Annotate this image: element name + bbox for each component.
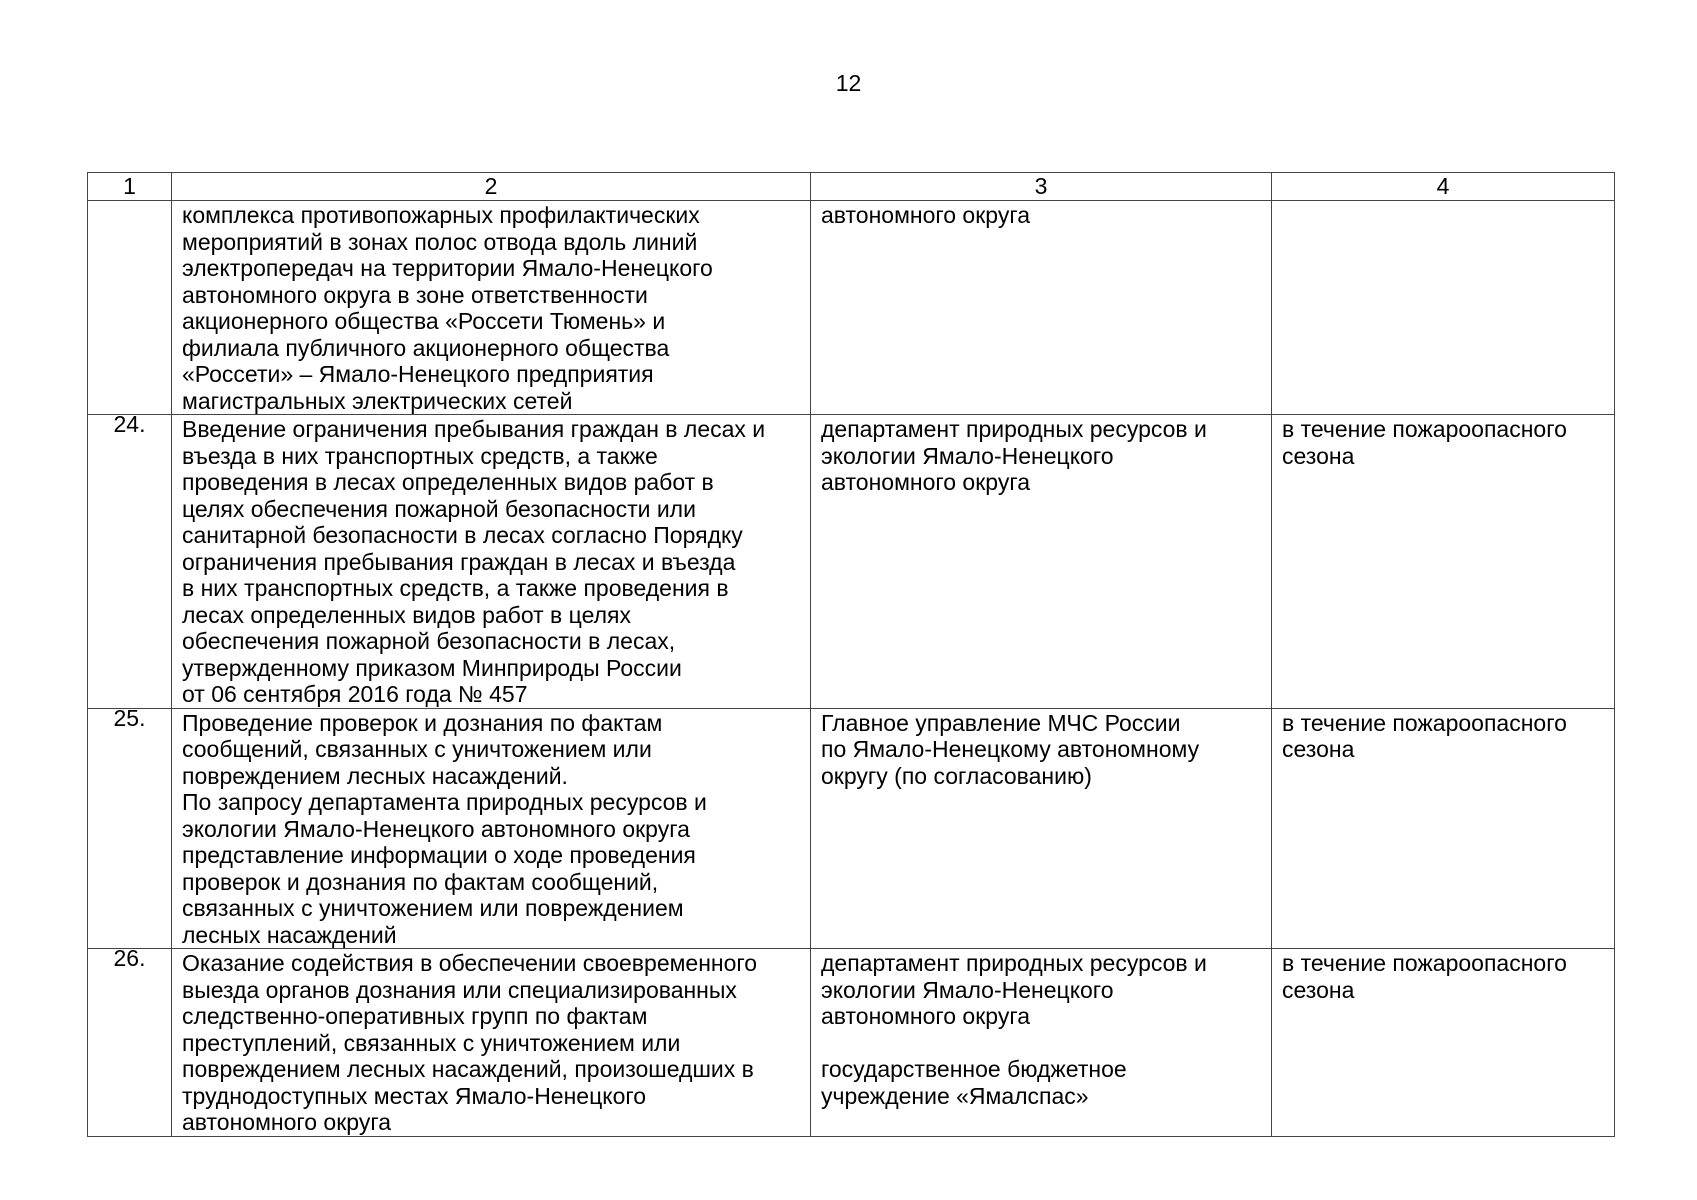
measures-table: [87, 172, 1615, 1137]
row-number-cell: [88, 704, 172, 949]
row-number: 26.: [113, 945, 146, 971]
table-header-row: [88, 173, 1615, 201]
deadline-cell: [1272, 201, 1615, 415]
table-row: [88, 415, 1615, 709]
responsible-cell: Главное управление МЧС России по Ямало-Ненецкому автономному округу (по согласованию): [811, 708, 1272, 949]
table-row: [88, 949, 1615, 1137]
measure-cell: Оказание содействия в обеспечении своевременного выезда органов дознания или специализированных следственно-оперативных групп по фактам преступлений, связанных с уничтожением или повреждением лесных насаждений, произошедших в труднодоступных местах Ямало-Ненецкого автономного округа: [172, 949, 811, 1137]
page-number: 12: [835, 70, 862, 96]
row-number-cell: [88, 945, 172, 1137]
measure-cell: комплекса противопожарных профилактических мероприятий в зонах полос отвода вдоль линий электропередач на территории Ямало-Ненецкого автономного округа в зоне ответственности акционерного общества «Россети Тюмень» и филиала публичного акционерного общества «Россети» – Ямало-Ненецкого предприятия магистральных электрических сетей: [172, 201, 811, 415]
table-row: [88, 201, 1615, 415]
header-col-2: 2: [172, 173, 811, 201]
row-number-cell: [88, 411, 172, 709]
deadline-cell: в течение пожароопасного сезона: [1272, 415, 1615, 709]
table-row: [88, 708, 1615, 949]
row-number: 24.: [113, 411, 146, 437]
deadline-cell: в течение пожароопасного сезона: [1272, 708, 1615, 949]
row-number: 25.: [113, 704, 146, 731]
responsible-cell: департамент природных ресурсов и экологии Ямало-Ненецкого автономного округа: [811, 415, 1272, 709]
header-col-3: 3: [811, 173, 1272, 201]
measure-cell: Введение ограничения пребывания граждан в лесах и въезда в них транспортных средств, а также проведения в лесах определенных видов работ в целях обеспечения пожарной безопасности или санитарной безопасности в лесах согласно Порядку ограничения пребывания граждан в лесах и въезда в них транспортных средств, а также проведения в лесах определенных видов работ в целях обеспечения пожарной безопасности в лесах, утвержденному приказом Минприроды России от 06 сентября 2016 года № 457: [172, 415, 811, 709]
header-col-4: 4: [1272, 173, 1615, 201]
measure-cell: Проведение проверок и дознания по фактам сообщений, связанных с уничтожением или повреждением лесных насаждений. По запросу департамента природных ресурсов и экологии Ямало-Ненецкого автономного округа представление информации о ходе проведения проверок и дознания по фактам сообщений, связанных с уничтожением или повреждением лесных насаждений: [172, 708, 811, 949]
responsible-cell: автономного округа: [811, 201, 1272, 415]
deadline-cell: в течение пожароопасного сезона: [1272, 949, 1615, 1137]
header-col-1: 1: [88, 173, 172, 201]
responsible-cell: департамент природных ресурсов и экологии Ямало-Ненецкого автономного округа государственное бюджетное учреждение «Ямалспас»: [811, 949, 1272, 1137]
row-number-cell: [88, 201, 172, 415]
